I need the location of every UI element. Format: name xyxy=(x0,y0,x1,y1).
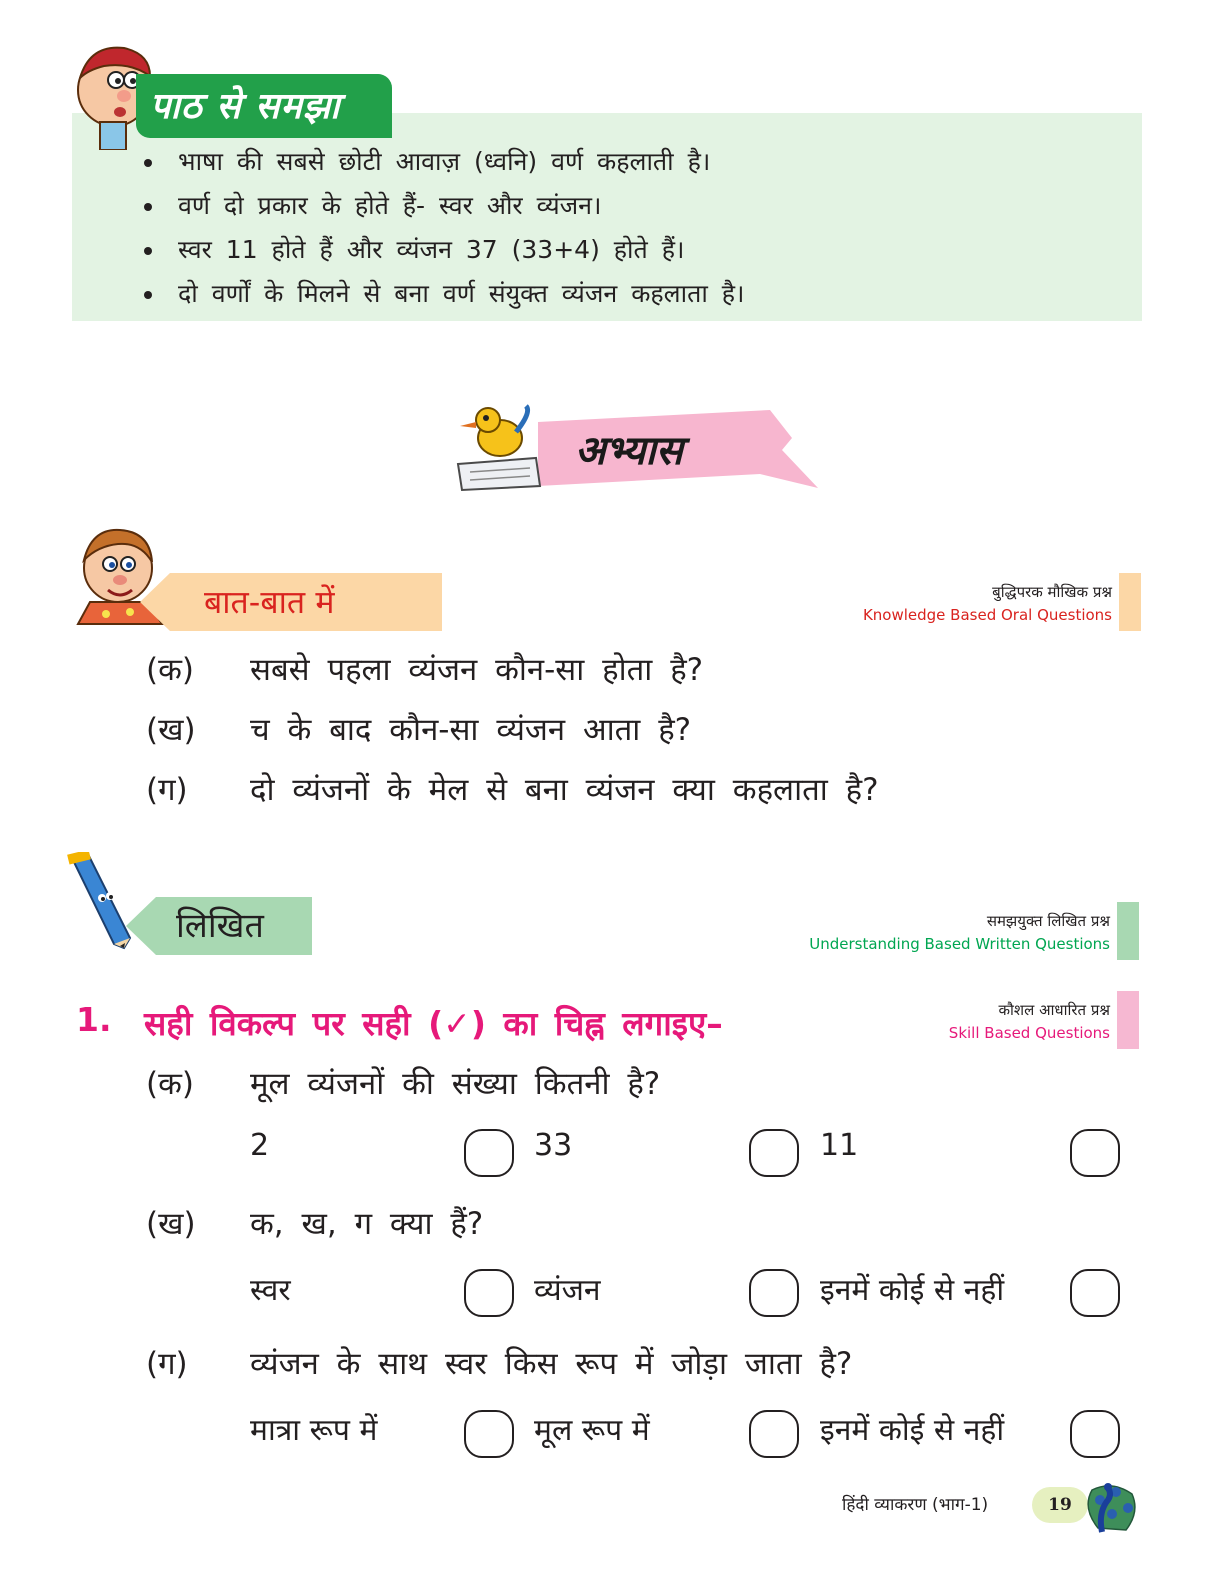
written-label-en: Understanding Based Written Questions xyxy=(809,935,1110,953)
question-text: च के बाद कौन-सा व्यंजन आता है? xyxy=(250,712,692,748)
question-letter: (ग) xyxy=(146,772,188,808)
question-letter: (ख) xyxy=(146,1206,196,1242)
oral-tag-title: बात-बात में xyxy=(204,583,335,621)
oral-question xyxy=(0,708,1224,752)
summary-point: स्वर 11 होते हैं और व्यंजन 37 (33+4) होते हैं। xyxy=(140,228,745,272)
summary-point: दो वर्णों के मिलने से बना वर्ण संयुक्त व्यंजन कहलाता है। xyxy=(140,272,745,316)
written-side-bar xyxy=(1117,902,1139,960)
option-label: 11 xyxy=(820,1128,859,1163)
question-letter: (ख) xyxy=(146,712,196,748)
skill-label-en: Skill Based Questions xyxy=(948,1024,1110,1042)
peacock-icon xyxy=(1078,1478,1140,1534)
question-text: क, ख, ग क्या हैं? xyxy=(250,1206,484,1242)
oral-label-hi: बुद्धिपरक मौखिक प्रश्न xyxy=(992,583,1112,601)
option-label: मूल रूप में xyxy=(534,1413,650,1448)
summary-list xyxy=(140,140,745,316)
skill-side-bar xyxy=(1117,991,1139,1049)
oral-question xyxy=(0,648,1224,692)
skill-label-hi: कौशल आधारित प्रश्न xyxy=(998,1001,1110,1019)
exercise-instruction: सही विकल्प पर सही (✓) का चिह्न लगाइए– xyxy=(144,1004,723,1043)
summary-point: वर्ण दो प्रकार के होते हैं- स्वर और व्यंजन। xyxy=(140,184,745,228)
oral-side-bar xyxy=(1119,573,1141,631)
option-checkbox[interactable] xyxy=(464,1410,514,1458)
question-letter: (क) xyxy=(146,652,194,688)
question-text: व्यंजन के साथ स्वर किस रूप में जोड़ा जाता है? xyxy=(250,1346,853,1382)
option-checkbox[interactable] xyxy=(464,1129,514,1177)
mcq-question xyxy=(0,1062,1224,1106)
written-label-hi: समझयुक्त लिखित प्रश्न xyxy=(986,912,1110,930)
oral-label-en: Knowledge Based Oral Questions xyxy=(862,606,1112,624)
option-checkbox[interactable] xyxy=(749,1410,799,1458)
mcq-question xyxy=(0,1342,1224,1386)
oral-question xyxy=(0,768,1224,812)
summary-title: पाठ से समझा xyxy=(136,74,392,138)
mcq-question xyxy=(0,1202,1224,1246)
option-label: 2 xyxy=(250,1128,270,1163)
option-checkbox[interactable] xyxy=(1070,1269,1120,1317)
option-checkbox[interactable] xyxy=(464,1269,514,1317)
written-tag-title: लिखित xyxy=(176,906,264,946)
option-label: इनमें कोई से नहीं xyxy=(820,1273,1005,1308)
summary-point: भाषा की सबसे छोटी आवाज़ (ध्वनि) वर्ण कहलाती है। xyxy=(140,140,745,184)
written-label xyxy=(809,910,1110,956)
skill-label xyxy=(949,999,1110,1045)
abhyas-title: अभ्यास xyxy=(575,427,683,474)
question-letter: (क) xyxy=(146,1066,194,1102)
question-text: मूल व्यंजनों की संख्या कितनी है? xyxy=(250,1066,661,1102)
option-checkbox[interactable] xyxy=(749,1269,799,1317)
question-text: सबसे पहला व्यंजन कौन-सा होता है? xyxy=(250,652,704,688)
footer-book-title: हिंदी व्याकरण (भाग-1) xyxy=(842,1495,989,1515)
oral-label xyxy=(863,581,1112,627)
option-label: स्वर xyxy=(250,1273,291,1308)
option-checkbox[interactable] xyxy=(1070,1410,1120,1458)
option-label: इनमें कोई से नहीं xyxy=(820,1413,1005,1448)
option-checkbox[interactable] xyxy=(1070,1129,1120,1177)
question-text: दो व्यंजनों के मेल से बना व्यंजन क्या कहलाता है? xyxy=(250,772,879,808)
question-letter: (ग) xyxy=(146,1346,188,1382)
option-label: 33 xyxy=(534,1128,573,1163)
option-label: व्यंजन xyxy=(534,1273,601,1308)
option-label: मात्रा रूप में xyxy=(250,1413,378,1448)
bird-writing-icon xyxy=(436,402,546,492)
exercise-number: 1. xyxy=(76,1000,112,1039)
exercise-heading xyxy=(76,1000,916,1050)
page-number: 19 xyxy=(1032,1487,1088,1523)
option-checkbox[interactable] xyxy=(749,1129,799,1177)
